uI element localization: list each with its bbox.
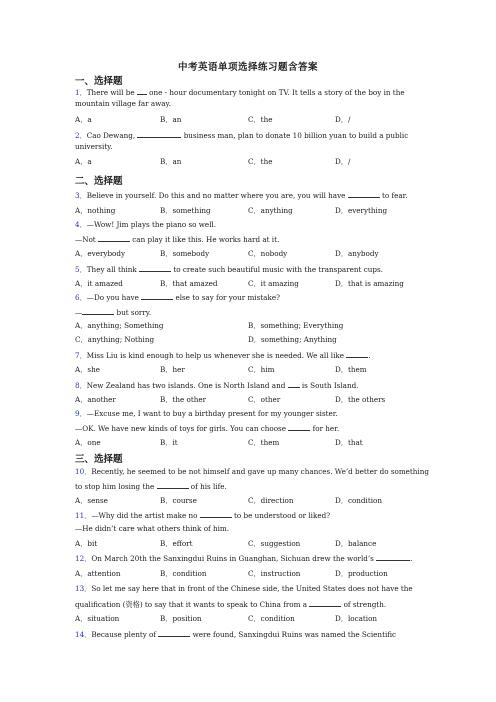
answer-blank [82, 307, 114, 315]
question-number: 11． [75, 511, 92, 520]
question-11-line-1: 11．—Why did the artist make no to be understood or liked? [75, 511, 331, 520]
option-a: A．bit [75, 539, 98, 548]
question-number: 8． [75, 381, 87, 390]
question-11-line-2: —He didn’t care what others think of him. [75, 524, 229, 533]
question-number: 6． [75, 293, 87, 302]
answer-blank [137, 130, 181, 138]
question-number: 1． [75, 88, 87, 97]
answer-blank [346, 350, 368, 358]
option-b: B．that amazed [160, 279, 218, 288]
section-heading-1: 一、选择题 [75, 76, 123, 87]
section-heading-2: 二、选择题 [75, 176, 123, 187]
question-12-line-1: 12．On March 20th the Sanxingdui Ruins in Guanghan, Sichuan drew the world’s . [75, 554, 413, 563]
option-a: A．nothing [75, 206, 116, 215]
question-8-line-1: 8．New Zealand has two islands. One is North Island and is South Island. [75, 381, 359, 390]
option-d: D．location [335, 614, 378, 623]
option-d: D．that is amazing [335, 279, 404, 288]
option-a: A．one [75, 438, 101, 447]
answer-blank [158, 629, 190, 637]
section-heading-3: 三、选择题 [75, 454, 123, 465]
question-number: 3． [75, 191, 87, 200]
option-b: B．something; Everything [248, 321, 344, 330]
option-b: B．position [160, 614, 202, 623]
answer-blank [288, 423, 310, 431]
question-5-line-1: 5．They all think to create such beautiful music with the transparent cups. [75, 265, 383, 274]
question-number: 14． [75, 630, 92, 639]
option-c: C．him [248, 365, 275, 374]
option-a: A．anything; Something [75, 321, 164, 330]
question-6-line-1: 6．—Do you have else to say for your mistake? [75, 293, 280, 302]
answer-blank [200, 510, 232, 518]
question-1-line-2: mountain village far away. [75, 99, 171, 108]
question-number: 12． [75, 554, 92, 563]
question-number: 5． [75, 265, 87, 274]
answer-blank [376, 553, 410, 561]
answer-blank [288, 380, 300, 388]
answer-blank [157, 481, 189, 489]
option-b: B．condition [160, 569, 207, 578]
option-c: C．the [248, 115, 273, 124]
option-a: A．another [75, 395, 116, 404]
option-d: D．/ [335, 157, 351, 166]
option-d: D．something; Anything [248, 335, 337, 344]
option-d: D．anybody [335, 249, 379, 258]
option-c: C．instruction [248, 569, 301, 578]
answer-blank [309, 599, 341, 607]
question-number: 9． [75, 409, 87, 418]
question-number: 4． [75, 220, 87, 229]
question-4-line-1: 4．—Wow! Jim plays the piano so well. [75, 220, 217, 229]
option-b: B．her [160, 365, 185, 374]
question-7-line-1: 7．Miss Liu is kind enough to help us whenever she is needed. We all like . [75, 351, 371, 360]
option-d: D．condition [335, 496, 382, 505]
option-b: B．an [160, 157, 182, 166]
question-6-line-2: — but sorry. [75, 308, 152, 317]
option-c: C．them [248, 438, 280, 447]
option-c: C．suggestion [248, 539, 301, 548]
option-c: C．nobody [248, 249, 288, 258]
option-b: B．course [160, 496, 197, 505]
answer-blank [98, 234, 130, 242]
option-c: C．it amazing [248, 279, 299, 288]
option-b: B．effort [160, 539, 193, 548]
question-13-line-2: qualification (资格) to say that it wants to speak to China from a of strength. [75, 600, 387, 609]
question-number: 10． [75, 467, 92, 476]
option-d: D．that [335, 438, 363, 447]
question-13-line-1: 13．So let me say here that in front of the Chinese side, the United States does not have the [75, 584, 413, 593]
option-c: C．condition [248, 614, 295, 623]
question-14-line-1: 14．Because plenty of were found, Sanxingdui Ruins was named the Scientific [75, 630, 397, 639]
option-a: A．a [75, 157, 92, 166]
question-1-line-1: 1．There will be one - hour documentary tonight on TV. It tells a story of the boy in the [75, 88, 405, 97]
question-3-line-1: 3．Believe in yourself. Do this and no matter where you are, you will have to fear. [75, 191, 408, 200]
option-b: B．the other [160, 395, 207, 404]
option-b: B．an [160, 115, 182, 124]
question-2-line-2: university. [75, 142, 113, 151]
option-d: D．/ [335, 115, 351, 124]
page-title: 中考英语单项选择练习题含答案 [177, 62, 318, 73]
option-a: A．situation [75, 614, 120, 623]
option-a: A．it amazed [75, 279, 123, 288]
question-10-line-2: to stop him losing the of his life. [75, 482, 227, 491]
answer-blank [348, 190, 380, 198]
option-c: C．the [248, 157, 273, 166]
question-4-line-2: —Not can play it like this. He works hard at it. [75, 235, 280, 244]
option-d: D．them [335, 365, 367, 374]
answer-blank [139, 264, 171, 272]
option-a: A．a [75, 115, 92, 124]
answer-blank [137, 87, 147, 95]
option-c: C．direction [248, 496, 294, 505]
option-c: C．other [248, 395, 281, 404]
question-number: 13． [75, 584, 92, 593]
option-d: D．balance [335, 539, 377, 548]
option-a: A．she [75, 365, 100, 374]
option-d: D．the others [335, 395, 386, 404]
option-d: D．everything [335, 206, 388, 215]
question-number: 7． [75, 351, 87, 360]
option-c: C．anything [248, 206, 293, 215]
question-number: 2． [75, 131, 87, 140]
option-d: D．production [335, 569, 388, 578]
question-9-line-1: 9．—Excuse me, I want to buy a birthday present for my younger sister. [75, 409, 338, 418]
option-a: A．everybody [75, 249, 126, 258]
option-b: B．it [160, 438, 178, 447]
option-a: A．attention [75, 569, 121, 578]
question-10-line-1: 10．Recently, he seemed to be not himself and gave up many chances. We’d better do something [75, 467, 429, 476]
option-c: C．anything; Nothing [75, 335, 155, 344]
question-2-line-1: 2．Cao Dewang, business man, plan to donate 10 billion yuan to build a public [75, 131, 409, 140]
answer-blank [141, 292, 173, 300]
option-b: B．somebody [160, 249, 210, 258]
option-a: A．sense [75, 496, 108, 505]
question-9-line-2: —OK. We have new kinds of toys for girls. You can choose for her. [75, 424, 340, 433]
option-b: B．something [160, 206, 211, 215]
